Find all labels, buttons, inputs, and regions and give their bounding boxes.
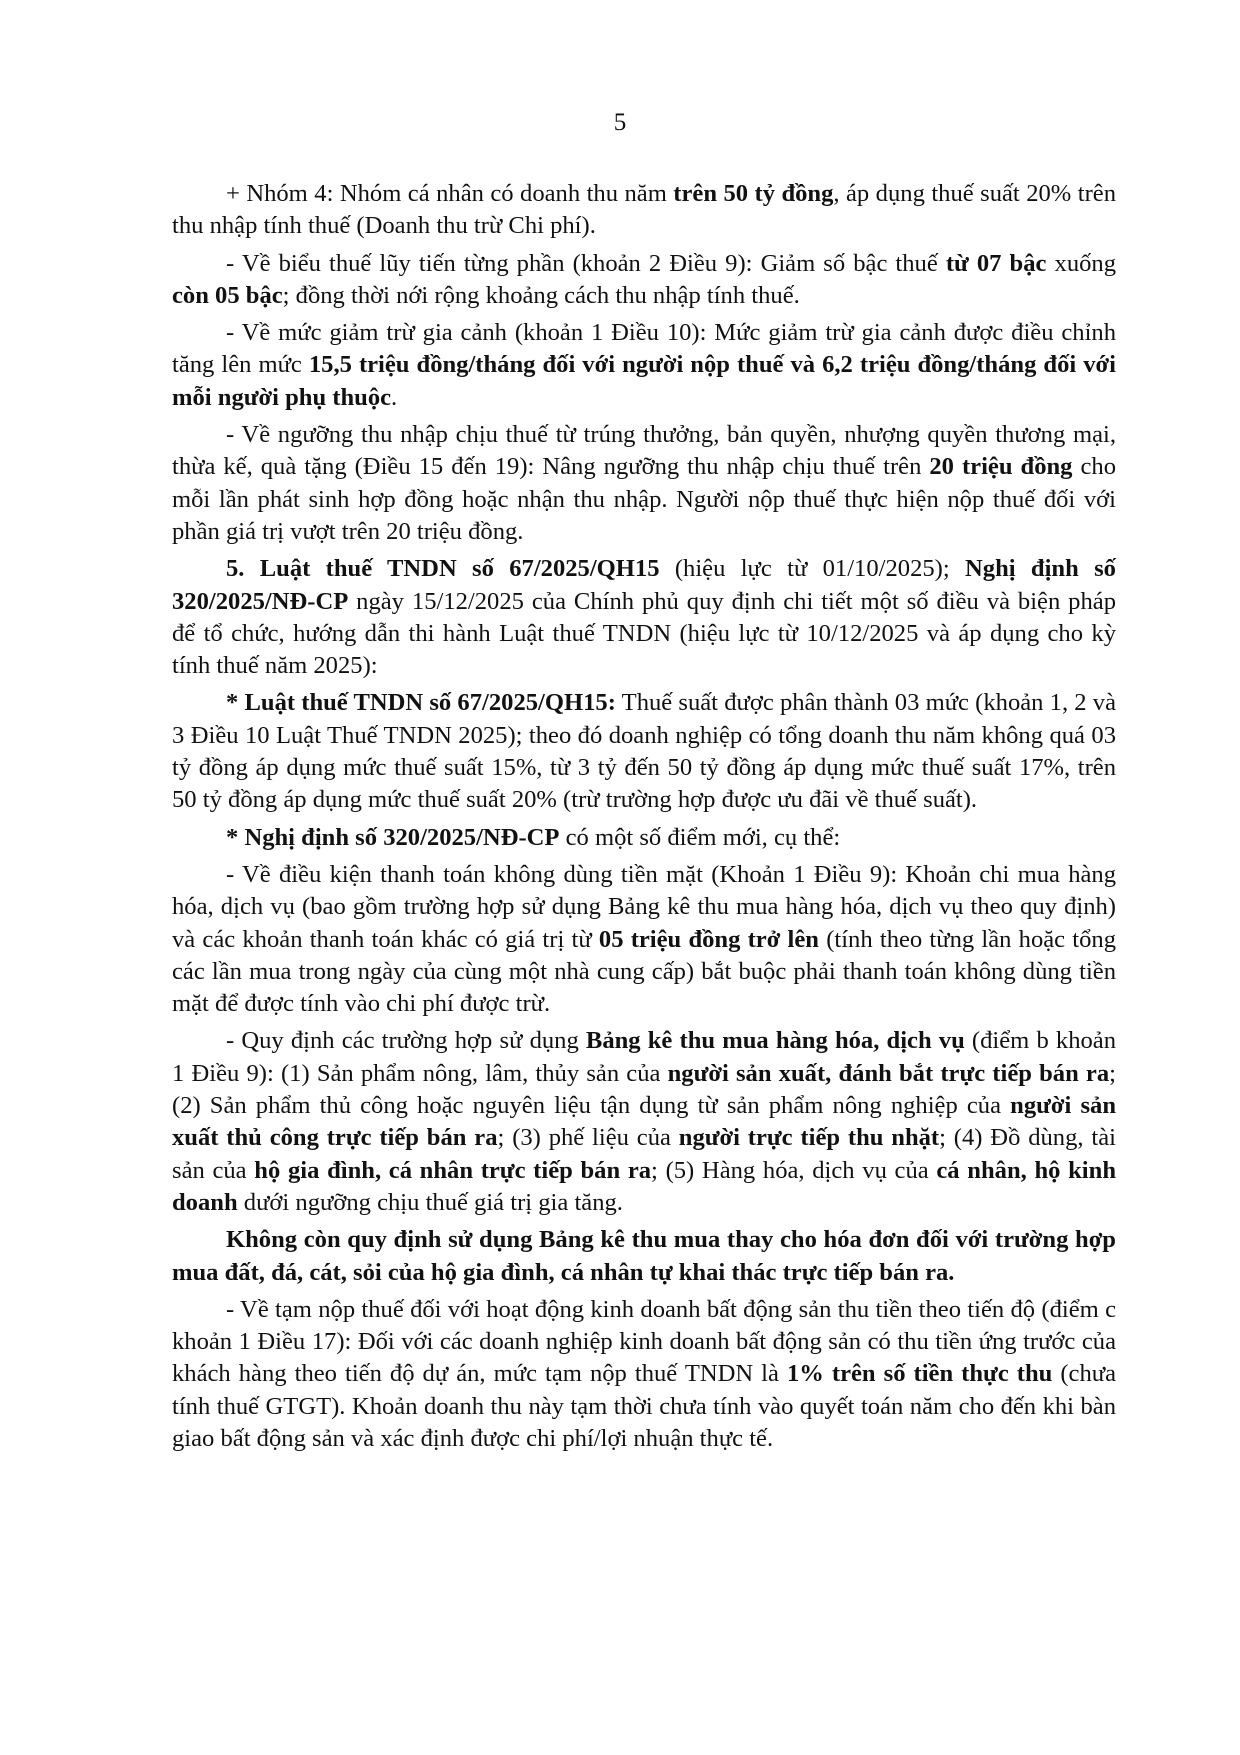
bold-text-run: 15,5 triệu đồng/tháng đối với người nộp thuế và 6,2 triệu đồng/tháng đối với mỗi người phụ thuộc <box>172 351 1116 411</box>
text-run: Thuế suất được phân thành 03 mức (khoản 1, 2 và 3 Điều 10 Luật Thuế TNDN 2025); theo đó doanh nghiệp có tổng doanh thu năm không quá 03 tỷ đồng áp dụng mức thuế suất 15%, từ 3 tỷ đến 50 tỷ đồng áp dụng mức thuế suất 17%, trên 50 tỷ đồng áp dụng mức thuế suất 20% (trừ trường hợp được ưu đãi về thuế suất). <box>172 689 1116 814</box>
text-run: - Về ngưỡng thu nhập chịu thuế từ trúng thưởng, bản quyền, nhượng quyền thương mại, thừa kế, quà tặng (Điều 15 đến 19): Nâng ngưỡng thu nhập chịu thuế trên <box>172 421 1116 481</box>
bold-text-run: 05 triệu đồng trở lên <box>598 925 819 953</box>
text-run: (điểm b khoản 1 Điều 9): (1) Sản phẩm nông, lâm, thủy sản của <box>172 1027 1117 1087</box>
paragraph-purchase-list-cases <box>172 1025 1116 1219</box>
text-run: - Về điều kiện thanh toán không dùng tiền mặt (Khoản 1 Điều 9): Khoản chi mua hàng hóa, dịch vụ (bao gồm trường hợp sử dụng Bảng kê thu mua hàng hóa, dịch vụ theo quy định) và các khoản thanh toán khác có giá trị từ <box>172 860 1116 953</box>
text-run: , áp dụng thuế suất 20% trên thu nhập tính thuế (Doanh thu trừ Chi phí). <box>172 180 1116 240</box>
bold-text-run: Nghị định số 320/2025/NĐ-CP <box>172 555 1116 615</box>
text-run: ; (5) Hàng hóa, dịch vụ của <box>651 1156 937 1184</box>
paragraph-purchase-list-removed <box>172 1224 1116 1289</box>
text-run: (chưa tính thuế GTGT). Khoản doanh thu này tạm thời chưa tính vào quyết toán năm cho đến khi bàn giao bất động sản và xác định được chi phí/lợi nhuận thực tế. <box>172 1360 1117 1452</box>
document-body <box>172 178 1116 1460</box>
text-run: ; (3) phế liệu của <box>497 1124 679 1152</box>
paragraph-section-5-cit-law <box>172 553 1116 682</box>
text-run: ; (2) Sản phẩm thủ công hoặc nguyên liệu tận dụng từ sản phẩm nông nghiệp của <box>172 1059 1116 1120</box>
paragraph-decree-320-intro <box>172 822 1116 854</box>
paragraph-group-4-income <box>172 178 1116 243</box>
text-run: có một số điểm mới, cụ thể: <box>559 823 841 851</box>
text-run: (hiệu lực từ 01/10/2025); <box>659 555 966 583</box>
bold-text-run: người sản xuất, đánh bắt trực tiếp bán ra <box>667 1059 1110 1087</box>
text-run: - Về mức giảm trừ gia cảnh (khoản 1 Điều 10): Mức giảm trừ gia cảnh được điều chỉnh tăng lên mức <box>172 319 1116 379</box>
text-run: cho mỗi lần phát sinh hợp đồng hoặc nhận thu nhập. Người nộp thuế thực hiện nộp thuế đối với phần giá trị vượt trên 20 triệu đồng. <box>172 453 1116 545</box>
text-run: - Về biểu thuế lũy tiến từng phần (khoản 2 Điều 9): Giảm số bậc thuế <box>226 249 946 277</box>
bold-text-run: từ 07 bậc <box>945 249 1047 277</box>
bold-text-run: 5. Luật thuế TNDN số 67/2025/QH15 <box>226 555 660 583</box>
text-run: - Về tạm nộp thuế đối với hoạt động kinh doanh bất động sản thu tiền theo tiến độ (điểm c khoản 1 Điều 17): Đối với các doanh nghiệp kinh doanh bất động sản có thu tiền ứng trước của khách hàng theo tiến độ dự án, mức tạm nộp thuế TNDN là <box>172 1295 1116 1388</box>
bold-text-run: Bảng kê thu mua hàng hóa, dịch vụ <box>585 1027 965 1055</box>
paragraph-progressive-tax-schedule <box>172 248 1116 313</box>
paragraph-family-deduction <box>172 317 1116 414</box>
bold-text-run: hộ gia đình, cá nhân trực tiếp bán ra <box>254 1156 652 1184</box>
text-run: ngày 15/12/2025 của Chính phủ quy định chi tiết một số điều và biện pháp để tổ chức, hướng dẫn thi hành Luật thuế TNDN (hiệu lực từ 10/12/2025 và áp dụng cho kỳ tính thuế năm 2025): <box>172 587 1116 680</box>
text-run: xuống <box>1046 249 1117 277</box>
paragraph-real-estate-prepayment <box>172 1294 1116 1455</box>
bold-text-run: còn 05 bậc <box>172 281 283 309</box>
text-run: . <box>391 383 398 411</box>
text-run: + Nhóm 4: Nhóm cá nhân có doanh thu năm <box>226 180 674 207</box>
bold-text-run: người sản xuất thủ công trực tiếp bán ra <box>172 1092 1116 1152</box>
bold-text-run: 20 triệu đồng <box>929 453 1073 481</box>
text-run: (tính theo từng lần hoặc tổng các lần mua trong ngày của cùng một nhà cung cấp) bắt buộc phải thanh toán không dùng tiền mặt để được tính vào chi phí được trừ. <box>172 925 1117 1018</box>
text-run: ; đồng thời nới rộng khoảng cách thu nhập tính thuế. <box>282 281 800 309</box>
page-number: 5 <box>613 109 627 136</box>
bold-text-run: 1% trên số tiền thực thu <box>786 1360 1053 1388</box>
text-run: - Quy định các trường hợp sử dụng <box>226 1027 586 1055</box>
text-run: dưới ngưỡng chịu thuế giá trị gia tăng. <box>237 1188 623 1216</box>
paragraph-cit-law-tax-rates <box>172 687 1116 816</box>
text-run: ; (4) Đồ dùng, tài sản của <box>172 1124 1116 1184</box>
bold-text-run: cá nhân, hộ kinh doanh <box>172 1156 1116 1216</box>
bold-text-run: * Nghị định số 320/2025/NĐ-CP <box>226 823 560 851</box>
paragraph-taxable-income-threshold <box>172 419 1116 548</box>
bold-text-run: trên 50 tỷ đồng <box>673 180 834 207</box>
bold-text-run: Không còn quy định sử dụng Bảng kê thu mua thay cho hóa đơn đối với trường hợp mua đất, đá, cát, sỏi của hộ gia đình, cá nhân tự khai thác trực tiếp bán ra. <box>172 1226 1116 1286</box>
bold-text-run: * Luật thuế TNDN số 67/2025/QH15: <box>226 689 616 717</box>
paragraph-cashless-payment <box>172 859 1116 1020</box>
bold-text-run: người trực tiếp thu nhặt <box>678 1124 940 1152</box>
